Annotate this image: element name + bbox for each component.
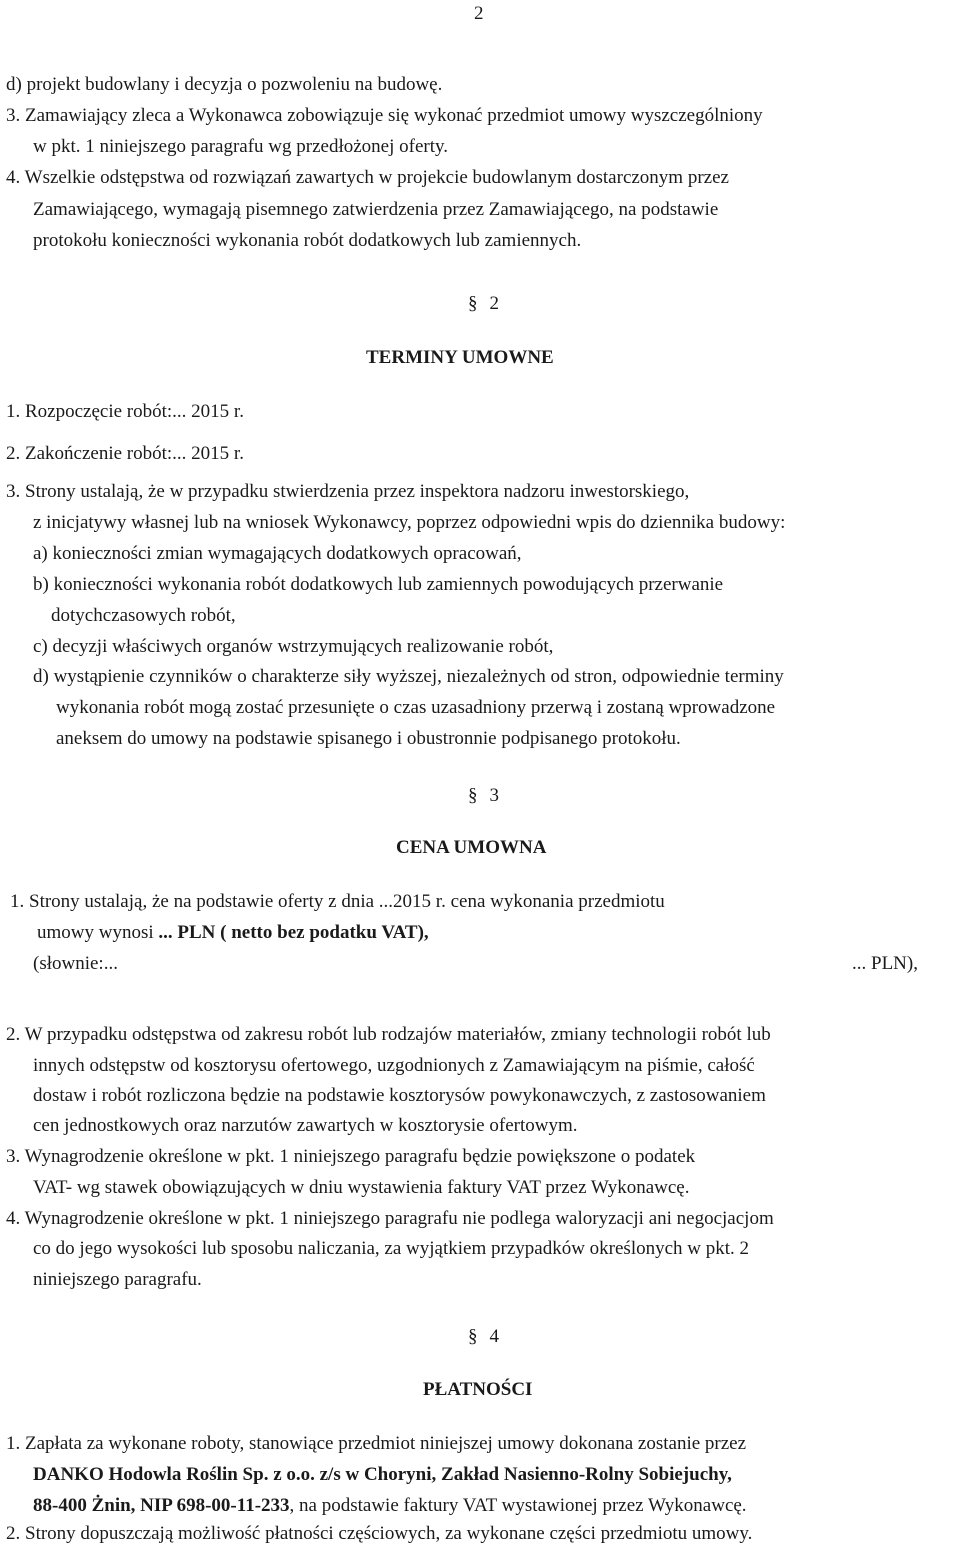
intro-line-3: w pkt. 1 niniejszego paragrafu wg przedłożonej oferty. — [33, 136, 449, 157]
s2-line-10: wykonania robót mogą zostać przesunięte o czas uzasadniony przerwą i zostaną wprowadzone — [56, 697, 776, 718]
section-number: 3 — [489, 785, 499, 806]
s2-line-3: 3. Strony ustalają, że w przypadku stwierdzenia przez inspektora nadzoru inwestorskiego, — [6, 481, 690, 502]
s3-line-7: cen jednostkowych oraz narzutów zawartych w kosztorysie ofertowym. — [33, 1115, 578, 1136]
s2-line-5: a) konieczności zmian wymagających dodatkowych opracowań, — [33, 543, 522, 564]
s4-line-2 — [33, 1463, 732, 1487]
s3-line-10: 4. Wynagrodzenie określone w pkt. 1 niniejszego paragrafu nie podlega waloryzacji ani negocjacjom — [6, 1208, 774, 1229]
section-symbol: § — [468, 293, 478, 314]
s2-line-6: b) konieczności wykonania robót dodatkowych lub zamiennych powodujących przerwanie — [33, 574, 724, 595]
s2-line-4: z inicjatywy własnej lub na wniosek Wykonawcy, poprzez odpowiedni wpis do dziennika budowy: — [33, 512, 786, 533]
intro-line-2: 3. Zamawiający zleca a Wykonawca zobowiązuje się wykonać przedmiot umowy wyszczególniony — [6, 105, 763, 126]
amount-label: umowy wynosi — [37, 922, 154, 943]
s3-line-3-end: ... PLN), — [852, 953, 918, 974]
section-3-title: CENA UMOWNA — [396, 837, 547, 858]
intro-line-4: 4. Wszelkie odstępstwa od rozwiązań zawartych w projekcie budowlanym dostarczonym przez — [6, 167, 729, 188]
section-number: 4 — [489, 1326, 499, 1347]
company-name: DANKO Hodowla Roślin Sp. z o.o. z/s w Choryni, Zakład Nasienno-Rolny Sobiejuchy, — [33, 1464, 732, 1485]
section-2-marker — [468, 292, 499, 316]
s3-line-3 — [33, 952, 118, 976]
s3-line-11: co do jego wysokości lub sposobu naliczania, za wyjątkiem przypadków określonych w pkt. 2 — [33, 1238, 750, 1259]
amount-words-label: (słownie:... — [33, 953, 118, 974]
s3-line-8: 3. Wynagrodzenie określone w pkt. 1 niniejszego paragrafu będzie powiększone o podatek — [6, 1146, 696, 1167]
intro-line-1: d) projekt budowlany i decyzja o pozwoleniu na budowę. — [6, 74, 443, 95]
s3-line-2 — [37, 921, 429, 945]
s2-line-8: c) decyzji właściwych organów wstrzymujących realizowanie robót, — [33, 636, 554, 657]
s3-line-1: 1. Strony ustalają, że na podstawie oferty z dnia ...2015 r. cena wykonania przedmiotu — [10, 891, 665, 912]
amount-value: ... PLN ( netto bez podatku VAT), — [158, 922, 429, 943]
s3-line-12: niniejszego paragrafu. — [33, 1269, 202, 1290]
section-2-title: TERMINY UMOWNE — [366, 347, 554, 368]
section-3-marker — [468, 784, 499, 808]
s2-line-9: d) wystąpienie czynników o charakterze siły wyższej, niezależnych od stron, odpowiednie terminy — [33, 666, 784, 687]
s3-line-5: innych odstępstw od kosztorysu ofertowego, uzgodnionych z Zamawiającym na piśmie, całość — [33, 1055, 755, 1076]
section-symbol: § — [468, 1326, 478, 1347]
s2-line-7: dotychczasowych robót, — [51, 605, 236, 626]
s2-line-2: 2. Zakończenie robót:... 2015 r. — [6, 443, 244, 464]
page-number: 2 — [474, 3, 484, 24]
s4-line-4: 2. Strony dopuszczają możliwość płatności częściowych, za wykonane części przedmiotu umowy. — [6, 1523, 753, 1544]
intro-line-6: protokołu konieczności wykonania robót dodatkowych lub zamiennych. — [33, 230, 582, 251]
section-4-marker — [468, 1325, 499, 1349]
section-4-title: PŁATNOŚCI — [423, 1379, 533, 1400]
company-address: 88-400 Żnin, NIP 698-00-11-233 — [33, 1495, 290, 1516]
s3-line-6: dostaw i robót rozliczona będzie na podstawie kosztorysów powykonawczych, z zastosowaniem — [33, 1085, 766, 1106]
section-number: 2 — [489, 293, 499, 314]
section-symbol: § — [468, 785, 478, 806]
s3-line-4: 2. W przypadku odstępstwa od zakresu robót lub rodzajów materiałów, zmiany technologii robót lub — [6, 1024, 771, 1045]
invoice-note: , na podstawie faktury VAT wystawionej przez Wykonawcę. — [289, 1495, 747, 1516]
s4-line-3 — [33, 1494, 747, 1518]
s3-line-9: VAT- wg stawek obowiązujących w dniu wystawienia faktury VAT przez Wykonawcę. — [33, 1177, 690, 1198]
intro-line-5: Zamawiającego, wymagają pisemnego zatwierdzenia przez Zamawiającego, na podstawie — [33, 199, 719, 220]
s2-line-1: 1. Rozpoczęcie robót:... 2015 r. — [6, 401, 244, 422]
s2-line-11: aneksem do umowy na podstawie spisanego i obustronnie podpisanego protokołu. — [56, 728, 681, 749]
s4-line-1: 1. Zapłata za wykonane roboty, stanowiące przedmiot niniejszej umowy dokonana zostanie przez — [6, 1433, 747, 1454]
